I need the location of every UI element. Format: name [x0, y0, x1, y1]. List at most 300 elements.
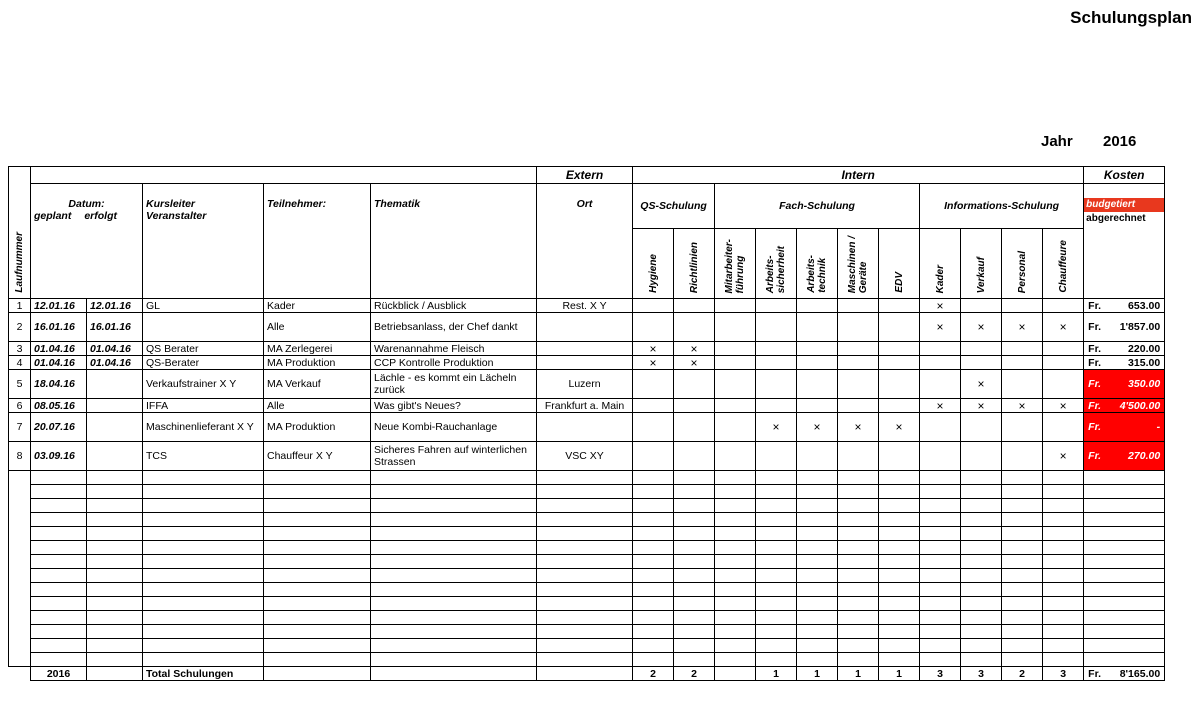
empty-cell[interactable] — [537, 625, 633, 639]
ort-cell[interactable]: Rest. X Y — [537, 299, 633, 313]
empty-cell[interactable] — [143, 569, 264, 583]
mark-cell-edv[interactable] — [879, 370, 920, 399]
empty-cell[interactable] — [797, 471, 838, 485]
empty-cell[interactable] — [633, 541, 674, 555]
empty-cell[interactable] — [879, 471, 920, 485]
empty-cell[interactable] — [87, 653, 143, 667]
empty-cell[interactable] — [1084, 597, 1165, 611]
mark-cell-verkauf[interactable] — [961, 413, 1002, 442]
empty-cell[interactable] — [1002, 471, 1043, 485]
empty-cell[interactable] — [674, 597, 715, 611]
mark-cell-maschinen-geraete[interactable] — [838, 370, 879, 399]
empty-cell[interactable] — [9, 499, 31, 513]
date-planned[interactable]: 18.04.16 — [31, 370, 87, 399]
mark-cell-mitarbeiterfuehrung[interactable] — [715, 356, 756, 370]
empty-cell[interactable] — [87, 513, 143, 527]
empty-cell[interactable] — [879, 541, 920, 555]
mark-cell-personal[interactable] — [1002, 299, 1043, 313]
ort-cell[interactable] — [537, 342, 633, 356]
empty-cell[interactable] — [264, 611, 371, 625]
empty-cell[interactable] — [961, 611, 1002, 625]
empty-cell[interactable] — [1002, 541, 1043, 555]
mark-cell-kader[interactable]: × — [920, 313, 961, 342]
empty-cell[interactable] — [9, 569, 31, 583]
empty-cell[interactable] — [920, 611, 961, 625]
mark-cell-hygiene[interactable] — [633, 313, 674, 342]
empty-cell[interactable] — [797, 625, 838, 639]
empty-cell[interactable] — [961, 569, 1002, 583]
mark-cell-maschinen-geraete[interactable] — [838, 442, 879, 471]
mark-cell-maschinen-geraete[interactable] — [838, 356, 879, 370]
empty-cell[interactable] — [674, 611, 715, 625]
empty-cell[interactable] — [264, 653, 371, 667]
empty-cell[interactable] — [1084, 471, 1165, 485]
empty-cell[interactable] — [1084, 625, 1165, 639]
mark-cell-kader[interactable]: × — [920, 399, 961, 413]
mark-cell-hygiene[interactable] — [633, 370, 674, 399]
empty-cell[interactable] — [1002, 597, 1043, 611]
empty-cell[interactable] — [715, 583, 756, 597]
empty-cell[interactable] — [879, 597, 920, 611]
empty-cell[interactable] — [1084, 569, 1165, 583]
empty-cell[interactable] — [715, 485, 756, 499]
empty-cell[interactable] — [797, 653, 838, 667]
empty-cell[interactable] — [264, 485, 371, 499]
empty-cell[interactable] — [1043, 471, 1084, 485]
empty-cell[interactable] — [674, 541, 715, 555]
mark-cell-kader[interactable] — [920, 413, 961, 442]
empty-cell[interactable] — [87, 527, 143, 541]
empty-cell[interactable] — [756, 471, 797, 485]
empty-cell[interactable] — [371, 527, 537, 541]
thematik-cell[interactable]: Warenannahme Fleisch — [371, 342, 537, 356]
empty-cell[interactable] — [920, 569, 961, 583]
empty-cell[interactable] — [31, 583, 87, 597]
empty-cell[interactable] — [1043, 527, 1084, 541]
mark-cell-edv[interactable] — [879, 313, 920, 342]
mark-cell-arbeitstechnik[interactable] — [797, 399, 838, 413]
empty-cell[interactable] — [31, 555, 87, 569]
empty-cell[interactable] — [920, 583, 961, 597]
empty-cell[interactable] — [371, 471, 537, 485]
empty-cell[interactable] — [674, 513, 715, 527]
empty-cell[interactable] — [797, 583, 838, 597]
kursleiter-cell[interactable]: TCS — [143, 442, 264, 471]
mark-cell-edv[interactable]: × — [879, 413, 920, 442]
teilnehmer-cell[interactable]: MA Verkauf — [264, 370, 371, 399]
date-done[interactable] — [87, 399, 143, 413]
thematik-cell[interactable]: Lächle - es kommt ein Lächeln zurück — [371, 370, 537, 399]
empty-cell[interactable] — [9, 583, 31, 597]
mark-cell-hygiene[interactable] — [633, 399, 674, 413]
mark-cell-mitarbeiterfuehrung[interactable] — [715, 413, 756, 442]
mark-cell-mitarbeiterfuehrung[interactable] — [715, 313, 756, 342]
empty-cell[interactable] — [879, 625, 920, 639]
empty-cell[interactable] — [1084, 513, 1165, 527]
empty-cell[interactable] — [87, 569, 143, 583]
mark-cell-mitarbeiterfuehrung[interactable] — [715, 442, 756, 471]
empty-cell[interactable] — [1002, 639, 1043, 653]
mark-cell-kader[interactable] — [920, 370, 961, 399]
mark-cell-maschinen-geraete[interactable] — [838, 399, 879, 413]
mark-cell-personal[interactable] — [1002, 342, 1043, 356]
empty-cell[interactable] — [633, 499, 674, 513]
empty-cell[interactable] — [879, 611, 920, 625]
mark-cell-mitarbeiterfuehrung[interactable] — [715, 299, 756, 313]
empty-cell[interactable] — [537, 583, 633, 597]
empty-cell[interactable] — [31, 513, 87, 527]
mark-cell-verkauf[interactable] — [961, 442, 1002, 471]
empty-cell[interactable] — [674, 583, 715, 597]
empty-cell[interactable] — [1084, 499, 1165, 513]
mark-cell-richtlinien[interactable] — [674, 313, 715, 342]
empty-cell[interactable] — [31, 499, 87, 513]
empty-cell[interactable] — [920, 653, 961, 667]
mark-cell-mitarbeiterfuehrung[interactable] — [715, 399, 756, 413]
kursleiter-cell[interactable]: IFFA — [143, 399, 264, 413]
empty-cell[interactable] — [633, 611, 674, 625]
empty-cell[interactable] — [961, 485, 1002, 499]
date-planned[interactable]: 20.07.16 — [31, 413, 87, 442]
mark-cell-arbeitssicherheit[interactable] — [756, 356, 797, 370]
mark-cell-arbeitssicherheit[interactable] — [756, 299, 797, 313]
mark-cell-arbeitssicherheit[interactable] — [756, 342, 797, 356]
empty-cell[interactable] — [961, 653, 1002, 667]
empty-cell[interactable] — [756, 583, 797, 597]
empty-cell[interactable] — [9, 639, 31, 653]
mark-cell-verkauf[interactable] — [961, 342, 1002, 356]
mark-cell-edv[interactable] — [879, 399, 920, 413]
ort-cell[interactable] — [537, 356, 633, 370]
empty-cell[interactable] — [264, 471, 371, 485]
ort-cell[interactable]: VSC XY — [537, 442, 633, 471]
empty-cell[interactable] — [264, 625, 371, 639]
empty-cell[interactable] — [879, 499, 920, 513]
empty-cell[interactable] — [537, 471, 633, 485]
mark-cell-chauffeure[interactable] — [1043, 413, 1084, 442]
empty-cell[interactable] — [715, 597, 756, 611]
date-done[interactable]: 01.04.16 — [87, 356, 143, 370]
empty-cell[interactable] — [264, 639, 371, 653]
mark-cell-verkauf[interactable]: × — [961, 313, 1002, 342]
empty-cell[interactable] — [756, 541, 797, 555]
empty-cell[interactable] — [87, 499, 143, 513]
empty-cell[interactable] — [1002, 513, 1043, 527]
empty-cell[interactable] — [31, 569, 87, 583]
empty-cell[interactable] — [797, 639, 838, 653]
empty-cell[interactable] — [1002, 527, 1043, 541]
empty-cell[interactable] — [1043, 625, 1084, 639]
cost-cell[interactable] — [1084, 399, 1165, 413]
empty-cell[interactable] — [371, 569, 537, 583]
empty-cell[interactable] — [371, 513, 537, 527]
teilnehmer-cell[interactable]: MA Produktion — [264, 413, 371, 442]
empty-cell[interactable] — [537, 555, 633, 569]
empty-cell[interactable] — [797, 569, 838, 583]
empty-cell[interactable] — [9, 611, 31, 625]
mark-cell-arbeitstechnik[interactable] — [797, 313, 838, 342]
date-done[interactable]: 12.01.16 — [87, 299, 143, 313]
empty-cell[interactable] — [371, 555, 537, 569]
mark-cell-verkauf[interactable] — [961, 299, 1002, 313]
empty-cell[interactable] — [674, 471, 715, 485]
empty-cell[interactable] — [797, 597, 838, 611]
empty-cell[interactable] — [756, 499, 797, 513]
empty-cell[interactable] — [961, 639, 1002, 653]
empty-cell[interactable] — [715, 499, 756, 513]
empty-cell[interactable] — [1084, 611, 1165, 625]
empty-cell[interactable] — [838, 583, 879, 597]
empty-cell[interactable] — [31, 597, 87, 611]
empty-cell[interactable] — [961, 555, 1002, 569]
empty-cell[interactable] — [537, 513, 633, 527]
mark-cell-hygiene[interactable] — [633, 442, 674, 471]
mark-cell-arbeitssicherheit[interactable] — [756, 442, 797, 471]
mark-cell-edv[interactable] — [879, 442, 920, 471]
empty-cell[interactable] — [674, 569, 715, 583]
empty-cell[interactable] — [371, 499, 537, 513]
mark-cell-personal[interactable]: × — [1002, 399, 1043, 413]
empty-cell[interactable] — [838, 569, 879, 583]
empty-cell[interactable] — [9, 555, 31, 569]
empty-cell[interactable] — [797, 527, 838, 541]
empty-cell[interactable] — [961, 625, 1002, 639]
empty-cell[interactable] — [9, 513, 31, 527]
empty-cell[interactable] — [797, 541, 838, 555]
empty-cell[interactable] — [756, 513, 797, 527]
mark-cell-chauffeure[interactable] — [1043, 299, 1084, 313]
cost-cell[interactable] — [1084, 667, 1165, 681]
empty-cell[interactable] — [838, 513, 879, 527]
empty-cell[interactable] — [879, 653, 920, 667]
empty-cell[interactable] — [31, 639, 87, 653]
empty-cell[interactable] — [1043, 513, 1084, 527]
empty-cell[interactable] — [633, 597, 674, 611]
cost-cell[interactable] — [1084, 299, 1165, 313]
date-done[interactable]: 01.04.16 — [87, 342, 143, 356]
empty-cell[interactable] — [371, 541, 537, 555]
empty-cell[interactable] — [87, 485, 143, 499]
empty-cell[interactable] — [1084, 485, 1165, 499]
empty-cell[interactable] — [756, 569, 797, 583]
empty-cell[interactable] — [87, 611, 143, 625]
empty-cell[interactable] — [371, 653, 537, 667]
empty-cell[interactable] — [674, 499, 715, 513]
empty-cell[interactable] — [1002, 485, 1043, 499]
empty-cell[interactable] — [31, 485, 87, 499]
empty-cell[interactable] — [9, 541, 31, 555]
mark-cell-kader[interactable]: × — [920, 299, 961, 313]
empty-cell[interactable] — [371, 611, 537, 625]
mark-cell-personal[interactable] — [1002, 413, 1043, 442]
thematik-cell[interactable]: Neue Kombi-Rauchanlage — [371, 413, 537, 442]
date-done[interactable] — [87, 442, 143, 471]
empty-cell[interactable] — [633, 583, 674, 597]
empty-cell[interactable] — [1084, 527, 1165, 541]
mark-cell-richtlinien[interactable] — [674, 413, 715, 442]
kursleiter-cell[interactable] — [143, 313, 264, 342]
empty-cell[interactable] — [879, 583, 920, 597]
empty-cell[interactable] — [797, 555, 838, 569]
empty-cell[interactable] — [920, 499, 961, 513]
empty-cell[interactable] — [143, 499, 264, 513]
empty-cell[interactable] — [31, 611, 87, 625]
mark-cell-arbeitstechnik[interactable] — [797, 299, 838, 313]
mark-cell-chauffeure[interactable]: × — [1043, 442, 1084, 471]
empty-cell[interactable] — [1043, 583, 1084, 597]
empty-cell[interactable] — [879, 527, 920, 541]
mark-cell-arbeitstechnik[interactable] — [797, 370, 838, 399]
teilnehmer-cell[interactable]: MA Zerlegerei — [264, 342, 371, 356]
empty-cell[interactable] — [674, 527, 715, 541]
empty-cell[interactable] — [920, 639, 961, 653]
teilnehmer-cell[interactable]: MA Produktion — [264, 356, 371, 370]
mark-cell-hygiene[interactable]: × — [633, 356, 674, 370]
mark-cell-mitarbeiterfuehrung[interactable] — [715, 342, 756, 356]
empty-cell[interactable] — [633, 527, 674, 541]
empty-cell[interactable] — [31, 653, 87, 667]
mark-cell-personal[interactable] — [1002, 442, 1043, 471]
date-planned[interactable]: 08.05.16 — [31, 399, 87, 413]
empty-cell[interactable] — [633, 513, 674, 527]
empty-cell[interactable] — [537, 569, 633, 583]
date-planned[interactable]: 01.04.16 — [31, 342, 87, 356]
empty-cell[interactable] — [1002, 625, 1043, 639]
empty-cell[interactable] — [264, 583, 371, 597]
empty-cell[interactable] — [537, 653, 633, 667]
date-done[interactable]: 16.01.16 — [87, 313, 143, 342]
empty-cell[interactable] — [920, 625, 961, 639]
mark-cell-richtlinien[interactable] — [674, 370, 715, 399]
empty-cell[interactable] — [264, 597, 371, 611]
empty-cell[interactable] — [1043, 555, 1084, 569]
empty-cell[interactable] — [797, 611, 838, 625]
mark-cell-mitarbeiterfuehrung[interactable] — [715, 370, 756, 399]
kursleiter-cell[interactable]: GL — [143, 299, 264, 313]
empty-cell[interactable] — [537, 611, 633, 625]
ort-cell[interactable] — [537, 313, 633, 342]
empty-cell[interactable] — [537, 639, 633, 653]
empty-cell[interactable] — [264, 527, 371, 541]
empty-cell[interactable] — [9, 485, 31, 499]
empty-cell[interactable] — [1002, 611, 1043, 625]
empty-cell[interactable] — [371, 583, 537, 597]
mark-cell-personal[interactable] — [1002, 356, 1043, 370]
empty-cell[interactable] — [371, 597, 537, 611]
empty-cell[interactable] — [143, 653, 264, 667]
mark-cell-personal[interactable] — [1002, 370, 1043, 399]
empty-cell[interactable] — [143, 555, 264, 569]
empty-cell[interactable] — [143, 471, 264, 485]
teilnehmer-cell[interactable]: Chauffeur X Y — [264, 442, 371, 471]
cost-cell[interactable] — [1084, 313, 1165, 342]
empty-cell[interactable] — [31, 541, 87, 555]
empty-cell[interactable] — [1043, 569, 1084, 583]
empty-cell[interactable] — [838, 653, 879, 667]
empty-cell[interactable] — [961, 541, 1002, 555]
mark-cell-maschinen-geraete[interactable] — [838, 313, 879, 342]
mark-cell-chauffeure[interactable]: × — [1043, 399, 1084, 413]
empty-cell[interactable] — [9, 527, 31, 541]
empty-cell[interactable] — [674, 555, 715, 569]
mark-cell-verkauf[interactable]: × — [961, 370, 1002, 399]
empty-cell[interactable] — [633, 625, 674, 639]
mark-cell-personal[interactable]: × — [1002, 313, 1043, 342]
empty-cell[interactable] — [87, 597, 143, 611]
empty-cell[interactable] — [633, 485, 674, 499]
empty-cell[interactable] — [31, 471, 87, 485]
cost-cell[interactable] — [1084, 413, 1165, 442]
empty-cell[interactable] — [633, 471, 674, 485]
mark-cell-arbeitstechnik[interactable]: × — [797, 413, 838, 442]
empty-cell[interactable] — [264, 569, 371, 583]
empty-cell[interactable] — [143, 611, 264, 625]
empty-cell[interactable] — [1043, 639, 1084, 653]
empty-cell[interactable] — [920, 555, 961, 569]
empty-cell[interactable] — [715, 527, 756, 541]
empty-cell[interactable] — [838, 639, 879, 653]
empty-cell[interactable] — [371, 639, 537, 653]
mark-cell-arbeitssicherheit[interactable] — [756, 313, 797, 342]
empty-cell[interactable] — [879, 555, 920, 569]
ort-cell[interactable] — [537, 413, 633, 442]
empty-cell[interactable] — [87, 625, 143, 639]
empty-cell[interactable] — [920, 471, 961, 485]
empty-cell[interactable] — [87, 471, 143, 485]
empty-cell[interactable] — [87, 555, 143, 569]
empty-cell[interactable] — [961, 513, 1002, 527]
mark-cell-hygiene[interactable] — [633, 299, 674, 313]
empty-cell[interactable] — [31, 527, 87, 541]
empty-cell[interactable] — [879, 639, 920, 653]
empty-cell[interactable] — [674, 485, 715, 499]
empty-cell[interactable] — [674, 639, 715, 653]
empty-cell[interactable] — [674, 625, 715, 639]
empty-cell[interactable] — [920, 485, 961, 499]
empty-cell[interactable] — [633, 555, 674, 569]
empty-cell[interactable] — [87, 583, 143, 597]
empty-cell[interactable] — [961, 597, 1002, 611]
empty-cell[interactable] — [143, 485, 264, 499]
empty-cell[interactable] — [1084, 639, 1165, 653]
empty-cell[interactable] — [633, 639, 674, 653]
empty-cell[interactable] — [961, 471, 1002, 485]
mark-cell-richtlinien[interactable]: × — [674, 356, 715, 370]
empty-cell[interactable] — [9, 625, 31, 639]
mark-cell-verkauf[interactable] — [961, 356, 1002, 370]
empty-cell[interactable] — [756, 597, 797, 611]
teilnehmer-cell[interactable]: Alle — [264, 399, 371, 413]
mark-cell-arbeitssicherheit[interactable] — [756, 399, 797, 413]
mark-cell-hygiene[interactable] — [633, 413, 674, 442]
empty-cell[interactable] — [633, 569, 674, 583]
empty-cell[interactable] — [264, 541, 371, 555]
empty-cell[interactable] — [143, 513, 264, 527]
empty-cell[interactable] — [1002, 555, 1043, 569]
empty-cell[interactable] — [715, 513, 756, 527]
empty-cell[interactable] — [143, 541, 264, 555]
empty-cell[interactable] — [1043, 541, 1084, 555]
empty-cell[interactable] — [838, 597, 879, 611]
empty-cell[interactable] — [1043, 611, 1084, 625]
empty-cell[interactable] — [537, 485, 633, 499]
empty-cell[interactable] — [264, 499, 371, 513]
empty-cell[interactable] — [1043, 485, 1084, 499]
empty-cell[interactable] — [1002, 569, 1043, 583]
mark-cell-maschinen-geraete[interactable]: × — [838, 413, 879, 442]
empty-cell[interactable] — [143, 639, 264, 653]
mark-cell-chauffeure[interactable] — [1043, 342, 1084, 356]
